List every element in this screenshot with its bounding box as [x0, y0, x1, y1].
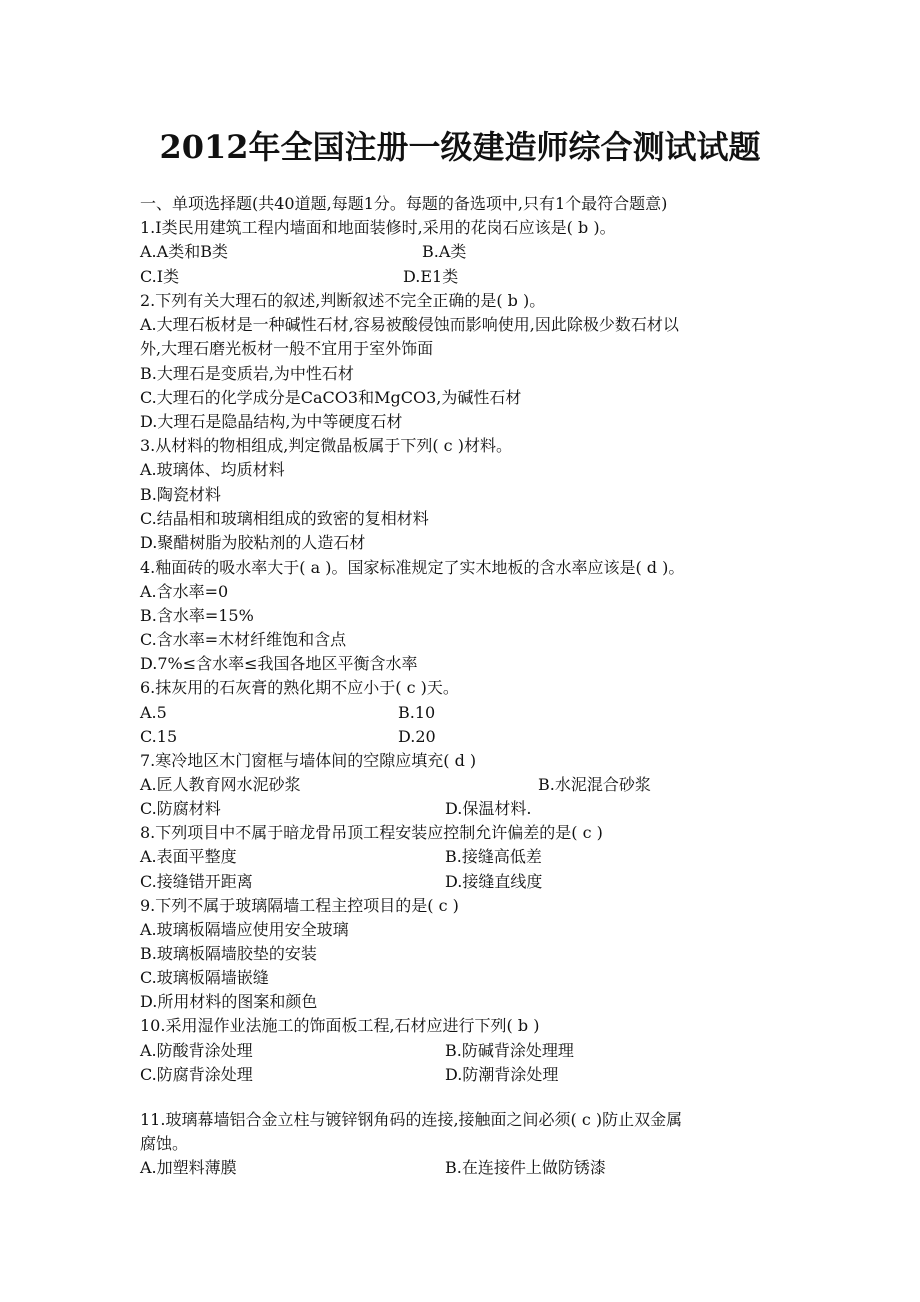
option-d: D.20	[398, 727, 436, 746]
option-d: D.防潮背涂处理	[445, 1065, 559, 1084]
option-a-continued: 外,大理石磨光板材一般不宜用于室外饰面	[140, 339, 434, 358]
option-d: D.E1类	[403, 267, 459, 286]
option-c: C.含水率=木材纤维饱和含点	[140, 630, 347, 649]
question-stem: 9.下列不属于玻璃隔墙工程主控项目的是( c )	[140, 896, 459, 915]
option-b: B.玻璃板隔墙胶垫的安装	[140, 944, 317, 963]
option-b: B.10	[398, 703, 436, 722]
option-d: D.7%≤含水率≤我国各地区平衡含水率	[140, 654, 418, 673]
option-c: C.结晶相和玻璃相组成的致密的复相材料	[140, 509, 429, 528]
section-heading: 一、单项选择题(共40道题,每题1分。每题的备选项中,只有1个最符合题意)	[140, 194, 668, 213]
option-b: B.接缝高低差	[445, 847, 542, 866]
question-stem: 11.玻璃幕墙铝合金立柱与镀锌钢角码的连接,接触面之间必须( c )防止双金属	[140, 1110, 683, 1129]
option-b: B.陶瓷材料	[140, 485, 221, 504]
option-a: A.玻璃板隔墙应使用安全玻璃	[140, 920, 349, 939]
option-a: A.5	[140, 703, 167, 722]
question-stem: 2.下列有关大理石的叙述,判断叙述不完全正确的是( b )。	[140, 291, 546, 310]
option-c: C.Ⅰ类	[140, 267, 180, 286]
document-title: 2012年全国注册一级建造师综合测试试题	[159, 128, 761, 166]
option-a: A.防酸背涂处理	[140, 1041, 253, 1060]
question-stem: 8.下列项目中不属于暗龙骨吊顶工程安装应控制允许偏差的是( c )	[140, 823, 603, 842]
option-b: B.在连接件上做防锈漆	[445, 1158, 606, 1177]
option-a: A.含水率=0	[140, 582, 229, 601]
question-stem: 7.寒冷地区木门窗框与墙体间的空隙应填充( d )	[140, 751, 477, 770]
option-a: A.玻璃体、均质材料	[140, 460, 285, 479]
option-c: C.防腐材料	[140, 799, 221, 818]
question-stem: 4.釉面砖的吸水率大于( a )。国家标准规定了实木地板的含水率应该是( d )。	[140, 558, 685, 577]
option-b: B.大理石是变质岩,为中性石材	[140, 364, 354, 383]
question-stem: 1.Ⅰ类民用建筑工程内墙面和地面装修时,采用的花岗石应该是( b )。	[140, 218, 616, 237]
option-a: A.加塑料薄膜	[140, 1158, 237, 1177]
question-stem: 10.采用湿作业法施工的饰面板工程,石材应进行下列( b )	[140, 1016, 540, 1035]
option-c: C.大理石的化学成分是CaCO3和MgCO3,为碱性石材	[140, 388, 522, 407]
option-a: A.A类和B类	[140, 242, 228, 261]
option-d: D.保温材料.	[445, 799, 532, 818]
option-c: C.15	[140, 727, 178, 746]
option-d: D.聚醋树脂为胶粘剂的人造石材	[140, 533, 366, 552]
option-d: D.接缝直线度	[445, 872, 543, 891]
option-c: C.接缝错开距离	[140, 872, 253, 891]
option-a: A.匠人教育网水泥砂浆	[140, 775, 301, 794]
option-a: A.大理石板材是一种碱性石材,容易被酸侵蚀而影响使用,因此除极少数石材以	[140, 315, 679, 334]
question-stem: 6.抹灰用的石灰膏的熟化期不应小于( c )天。	[140, 678, 459, 697]
option-b: B.A类	[422, 242, 467, 261]
option-d: D.所用材料的图案和颜色	[140, 992, 318, 1011]
option-c: C.玻璃板隔墙嵌缝	[140, 968, 269, 987]
question-stem: 3.从材料的物相组成,判定微晶板属于下列( c )材料。	[140, 436, 512, 455]
option-b: B.含水率=15%	[140, 606, 254, 625]
option-b: B.水泥混合砂浆	[538, 775, 651, 794]
option-a: A.表面平整度	[140, 847, 237, 866]
question-stem-continued: 腐蚀。	[140, 1134, 189, 1153]
option-b: B.防碱背涂处理理	[445, 1041, 574, 1060]
option-d: D.大理石是隐晶结构,为中等硬度石材	[140, 412, 403, 431]
option-c: C.防腐背涂处理	[140, 1065, 253, 1084]
